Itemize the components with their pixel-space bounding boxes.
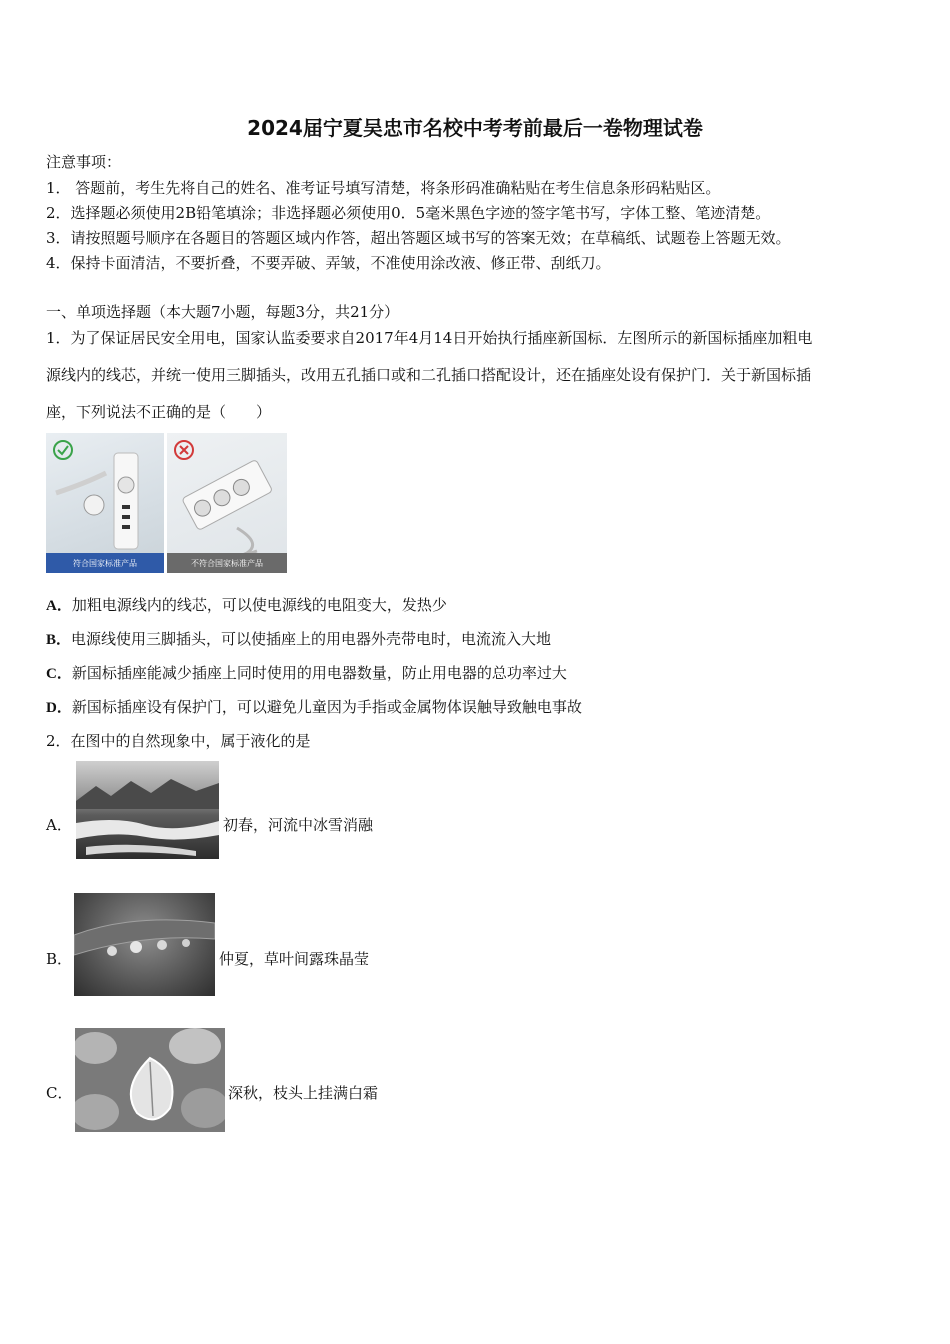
noncompliant-caption: 不符合国家标准产品 xyxy=(167,553,287,573)
question-1-option-a: A．加粗电源线内的线芯，可以使电源线的电阻变大，发热少 xyxy=(46,596,447,614)
section-heading: 一、单项选择题（本大题7小题，每题3分，共21分） xyxy=(46,303,400,321)
notice-item: 3．请按照题号顺序在各题目的答题区域内作答，超出答题区域书写的答案无效；在草稿纸、试题卷上答题无效。 xyxy=(46,229,791,247)
notice-heading: 注意事项： xyxy=(46,153,122,171)
notice-item: 4．保持卡面清洁，不要折叠，不要弄破、弄皱，不准使用涂改液、修正带、刮纸刀。 xyxy=(46,254,611,272)
melting-river-photo xyxy=(76,761,219,859)
frost-leaves-photo xyxy=(75,1028,225,1132)
question-2-option-a-letter: A． xyxy=(46,816,72,834)
question-2-option-c-letter: C． xyxy=(46,1084,73,1102)
question-1-stem-line: 源线内的线芯，并统一使用三脚插头，改用五孔插口或和二孔插口搭配设计，还在插座处设有保护门．关于新国标插 xyxy=(46,366,812,384)
question-1-option-b: B．电源线使用三脚插头，可以使插座上的用电器外壳带电时，电流流入大地 xyxy=(46,630,552,648)
notice-item: 2．选择题必须使用2B铅笔填涂；非选择题必须使用0．5毫米黑色字迹的签字笔书写，字体工整、笔迹清楚。 xyxy=(46,204,771,222)
dew-grass-photo xyxy=(74,893,215,996)
question-1-stem-line: 座，下列说法不正确的是（ ） xyxy=(46,403,272,421)
question-2-option-c-text: 深秋，枝头上挂满白霜 xyxy=(228,1084,379,1102)
question-1-option-d: D．新国标插座设有保护门，可以避免儿童因为手指或金属物体误触导致触电事故 xyxy=(46,698,582,716)
noncompliant-socket-image xyxy=(167,433,287,573)
question-1-option-c: C．新国标插座能减少插座上同时使用的用电器数量，防止用电器的总功率过大 xyxy=(46,664,567,682)
question-2-option-b-letter: B． xyxy=(46,950,73,968)
compliant-caption: 符合国家标准产品 xyxy=(46,553,164,573)
compliant-socket-image xyxy=(46,433,164,573)
question-1-stem-line: 1．为了保证居民安全用电，国家认监委要求自2017年4月14日开始执行插座新国标．左图所示的新国标插座加粗电 xyxy=(46,329,813,347)
question-2-stem: 2．在图中的自然现象中，属于液化的是 xyxy=(46,732,311,750)
question-2-option-b-text: 仲夏，草叶间露珠晶莹 xyxy=(219,950,370,968)
question-2-option-a-text: 初春，河流中冰雪消融 xyxy=(223,816,374,834)
notice-item: 1． 答题前，考生先将自己的姓名、准考证号填写清楚，将条形码准确粘贴在考生信息条形码粘贴区。 xyxy=(46,179,721,197)
check-icon xyxy=(54,441,72,459)
page-title: 2024届宁夏吴忠市名校中考考前最后一卷物理试卷 xyxy=(247,116,703,140)
